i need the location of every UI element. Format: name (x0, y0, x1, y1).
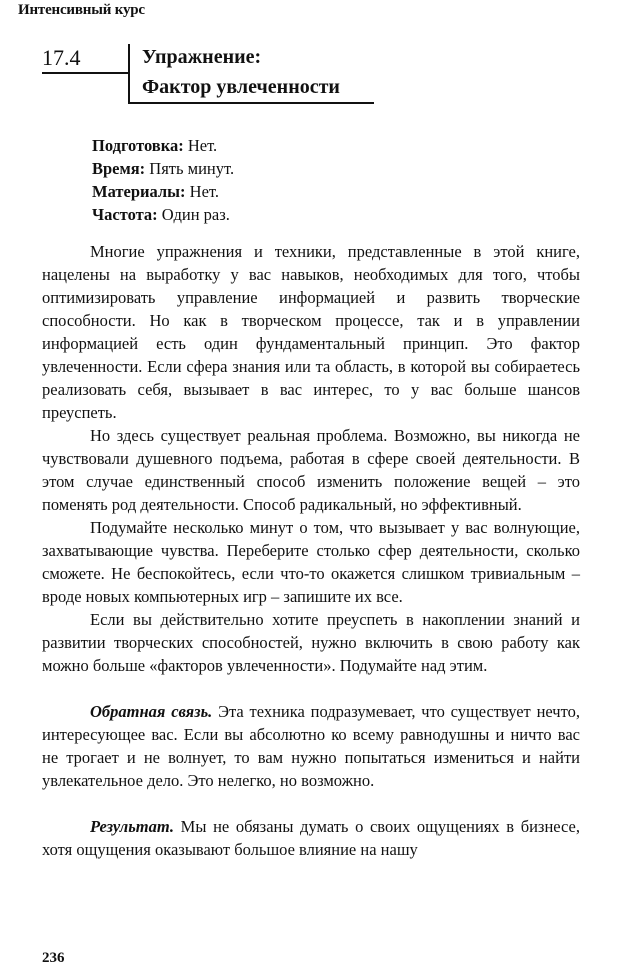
section-title (142, 42, 340, 102)
page-number: 236 (42, 950, 65, 966)
meta-label: Частота: (92, 205, 158, 224)
feedback-paragraph (42, 700, 580, 792)
meta-preparation (92, 134, 234, 157)
meta-frequency (92, 203, 234, 226)
meta-value: Нет. (185, 182, 220, 201)
feedback-lead: Обратная связь. (90, 702, 213, 721)
meta-time (92, 157, 234, 180)
section-number-rule (42, 72, 128, 74)
section-title-line2: Фактор увлеченности (142, 76, 340, 98)
meta-value: Один раз. (157, 205, 230, 224)
result-lead: Результат. (90, 817, 175, 836)
meta-label: Время: (92, 159, 146, 178)
paragraph: Но здесь существует реальная проблема. Возможно, вы никогда не чувствовали душевного подъема, работая в сфере своей деятельности. В этом случае единственный способ изменить положение вещей – это поменять род деятельности. Способ радикальный, но эффективный. (42, 426, 580, 514)
meta-label: Материалы: (92, 182, 186, 201)
paragraph: Подумайте несколько минут о том, что вызывает у вас волнующие, захватывающие чувства. Переберите столько сфер деятельности, сколько сможете. Не беспокойтесь, если что-то окажется слишком тривиальным – вроде новых компьютерных игр – запишите их все. (42, 518, 580, 606)
paragraph: Если вы действительно хотите преуспеть в накоплении знаний и развитии творческих способностей, нужно включить в свою работу как можно больше «факторов увлеченности». Подумайте над этим. (42, 610, 580, 675)
result-paragraph (42, 815, 580, 861)
meta-materials (92, 180, 234, 203)
body-text (42, 240, 580, 861)
paragraph: Многие упражнения и техники, представленные в этой книге, нацелены на выработку у вас навыков, необходимых для того, чтобы оптимизировать управление информацией и развить творческие способности. Но как в творческом процессе, так и в управлении информацией есть один фундаментальный принцип. Это фактор увлеченности. Если сфера знания или та область, в которой вы собираетесь реализовать себя, вызывает в вас интерес, то у вас больше шансов преуспеть. (42, 242, 580, 422)
meta-value: Нет. (183, 136, 218, 155)
section-title-line1: Упражнение: (142, 46, 262, 68)
feedback-text: Эта техника подразумевает, что существует нечто, интересующее вас. Если вы абсолютно ко всему равнодушны и ничто вас не трогает и не волнует, то вам нужно попытаться измениться и найти увлекательное дело. Это нелегко, но возможно. (42, 702, 580, 790)
meta-value: Пять минут. (145, 159, 235, 178)
title-divider (128, 44, 130, 104)
running-head: Интенсивный курс (18, 2, 145, 18)
title-underline (128, 102, 374, 104)
section-number: 17.4 (42, 45, 81, 70)
result-text: Мы не обязаны думать о своих ощущениях в бизнесе, хотя ощущения оказывают большое влияние на нашу (42, 817, 580, 859)
exercise-meta (92, 134, 234, 226)
meta-label: Подготовка: (92, 136, 184, 155)
